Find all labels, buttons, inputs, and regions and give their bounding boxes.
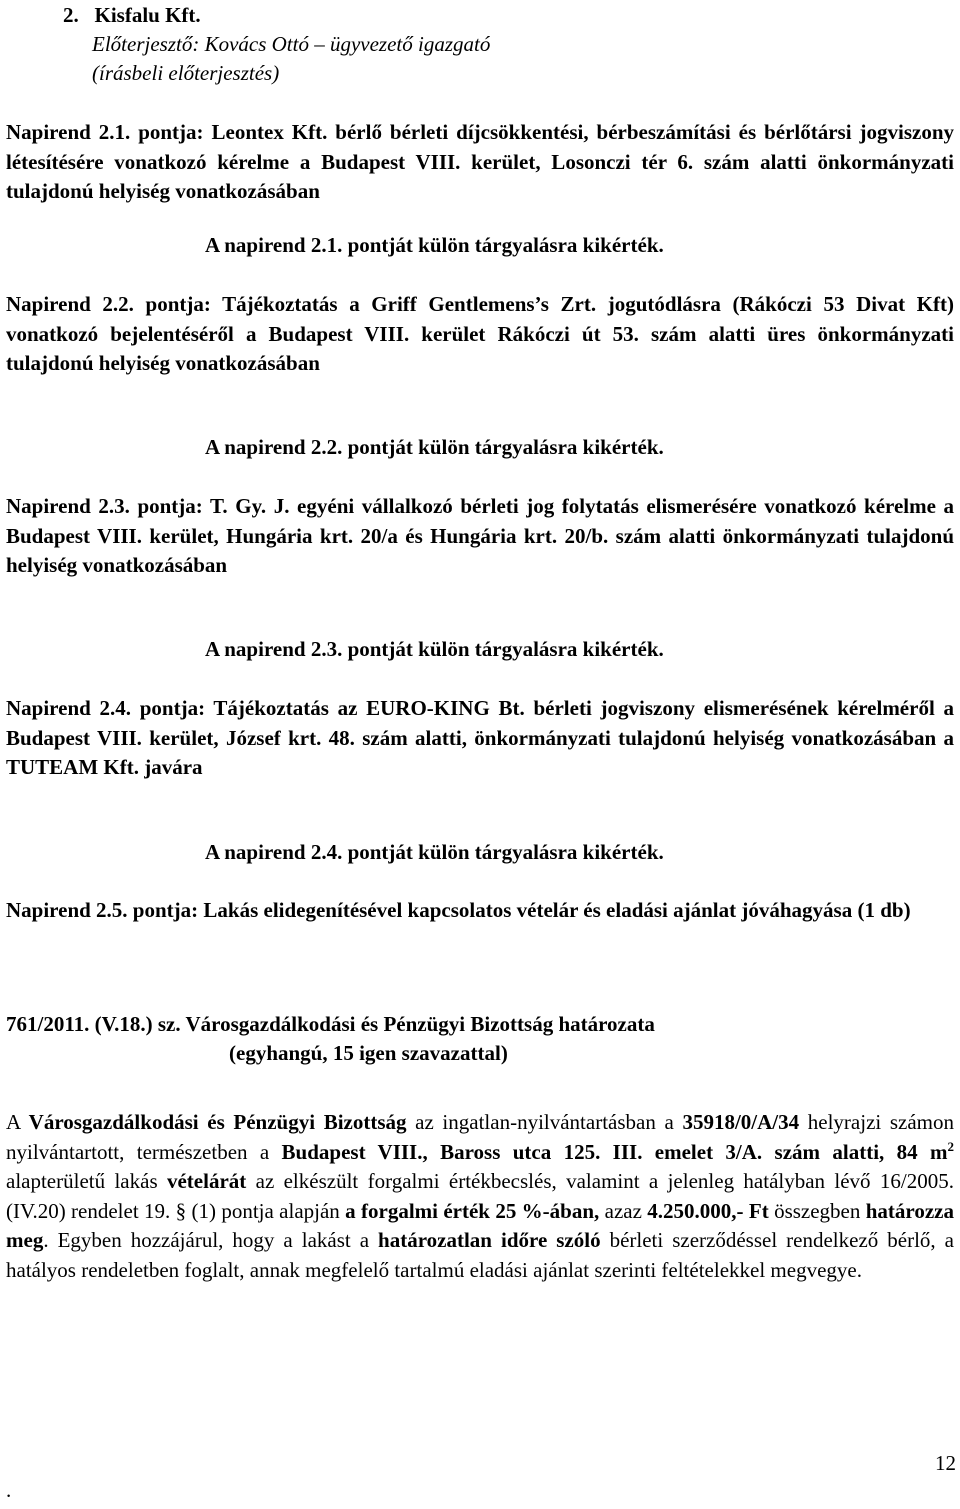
body-text: alapterületű lakás	[6, 1169, 167, 1194]
resolution-number: 761/2011. (V.18.) sz. Városgazdálkodási és Pénzügyi Bizottság határozata	[6, 1012, 655, 1036]
body-text: . Egyben hozzájárul, hogy a lakást a	[43, 1228, 379, 1253]
resolution-body	[6, 1108, 954, 1286]
agenda-item-2-2	[6, 290, 954, 379]
body-text: az ingatlan-nyilvántartásban a	[406, 1110, 683, 1134]
agenda-item-decision: A napirend 2.2. pontját külön tárgyalásra kikérték.	[205, 435, 664, 459]
company-name: Kisfalu Kft.	[94, 3, 201, 27]
body-bold: vételárát	[166, 1169, 247, 1194]
body-text: helyrajzi számon nyilvántartott, természetben a	[6, 1110, 955, 1164]
body-bold: a forgalmi érték 25 %-ában,	[345, 1198, 600, 1223]
section-heading	[63, 2, 960, 28]
agenda-item-title: Napirend 2.1. pontja: Leontex Kft. bérlő bérleti díjcsökkentési, bérbeszámítási és bérlőtársi jogviszony létesítésére vonatkozó kérelme a Budapest VIII. kerület, Losonczi tér 6. szám alatti önkormányzati tulajdonú helyiség vonatkozásában	[6, 120, 954, 203]
agenda-item-2-5	[6, 896, 954, 926]
agenda-item-title: Napirend 2.3. pontja: T. Gy. J. egyéni vállalkozó bérleti jog folytatás elismerésére vonatkozó kérelme a Budapest VIII. kerület, Hungária krt. 20/a és Hungária krt. 20/b. szám alatti önkormányzati tulajdonú helyiség vonatkozásában	[6, 494, 954, 577]
agenda-item-title: Napirend 2.2. pontja: Tájékoztatás a Griff Gentlemens’s Zrt. jogutódlásra (Rákóczi 53 Divat Kft) vonatkozó bejelentéséről a Budapest VIII. kerület Rákóczi út 53. szám alatti üres önkormányzati tulajdonú helyiség vonatkozásában	[6, 292, 954, 375]
body-text: az elkészült forgalmi értékbecslés, valamint a jelenleg hatályban lévő 16/2005.(IV.20) rendelet 19. § (1) pontja alapján	[6, 1169, 954, 1223]
agenda-item-2-4	[6, 694, 954, 783]
resolution-vote: (egyhangú, 15 igen szavazattal)	[229, 1041, 508, 1065]
body-bold: 4.250.000,- Ft	[647, 1198, 769, 1223]
body-bold: Városgazdálkodási és Pénzügyi Bizottság	[28, 1110, 407, 1134]
page-number: 12	[935, 1451, 956, 1475]
section-number: 2.	[63, 3, 79, 27]
body-text: A	[6, 1110, 29, 1134]
agenda-item-2-3	[6, 492, 954, 581]
body-text: összegben	[768, 1198, 866, 1223]
submission-type: (írásbeli előterjesztés)	[92, 61, 280, 85]
agenda-item-title: Napirend 2.4. pontja: Tájékoztatás az EURO-KING Bt. bérleti jogviszony elismerésének kérelméről a Budapest VIII. kerület, József krt. 48. szám alatti, önkormányzati tulajdonú helyiség vonatkozásában a TUTEAM Kft. javára	[6, 696, 954, 779]
body-bold: 35918/0/A/34	[682, 1110, 800, 1134]
body-bold: Budapest VIII., Baross utca 125. III. emelet 3/A. szám alatti, 84 m	[281, 1139, 948, 1164]
footer-dot: .	[6, 1478, 12, 1502]
superscript: 2	[947, 1138, 954, 1154]
presenter-line: Előterjesztő: Kovács Ottó – ügyvezető igazgató	[92, 32, 491, 56]
body-text: azaz	[599, 1198, 648, 1223]
body-bold: határozza meg	[6, 1198, 954, 1253]
agenda-item-decision: A napirend 2.3. pontját külön tárgyalásra kikérték.	[205, 637, 664, 661]
agenda-item-2-1	[6, 118, 954, 207]
agenda-item-decision: A napirend 2.1. pontját külön tárgyalásra kikérték.	[205, 233, 664, 257]
body-text: bérleti szerződéssel rendelkező bérlő, a hatályos rendeletben foglalt, annak megfelelő tartalmú eladási ajánlat szerinti feltételekkel megvegye.	[6, 1228, 955, 1282]
body-bold: határozatlan időre szóló	[378, 1228, 601, 1253]
agenda-item-title: Napirend 2.5. pontja: Lakás elidegenítésével kapcsolatos vételár és eladási ajánlat jóváhagyása (1 db)	[6, 898, 911, 922]
agenda-item-decision: A napirend 2.4. pontját külön tárgyalásra kikérték.	[205, 840, 664, 864]
